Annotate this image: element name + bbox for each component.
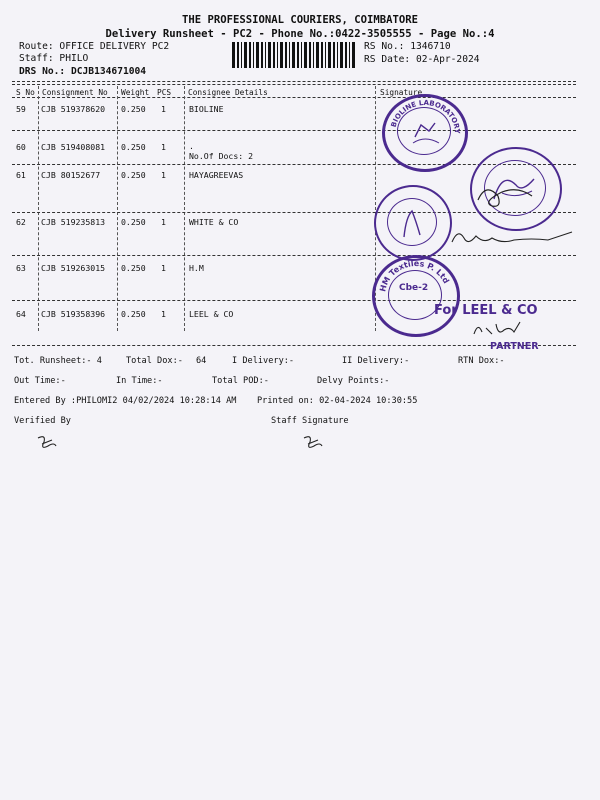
row-consignment: CJB 519263015 [41, 263, 106, 273]
out-time: Out Time:- [14, 376, 66, 386]
delvy-points: Delvy Points:- [317, 376, 390, 386]
row-pcs: 1 [161, 217, 166, 227]
row-weight: 0.250 [121, 263, 146, 273]
header-consignee: Consignee Details [188, 88, 268, 97]
i-delivery: I Delivery:- [232, 356, 295, 366]
barcode-image [232, 42, 358, 68]
barcode-bar [328, 42, 331, 68]
table-top-rule-2 [12, 84, 576, 85]
header-signature: Signature [380, 88, 423, 97]
column-divider [117, 86, 118, 331]
barcode-bar [304, 42, 307, 68]
row-sno: 61 [16, 170, 26, 180]
staff-signature [300, 432, 326, 452]
barcode-bar [297, 42, 299, 68]
bioline-stamp-text: BIOLINE LABORATORY [389, 98, 462, 134]
column-divider [184, 86, 185, 331]
row-sno: 64 [16, 309, 26, 319]
staff-signature-label: Staff Signature [271, 416, 349, 426]
barcode-bar [313, 42, 314, 68]
leel-signature [470, 318, 530, 340]
row-pcs: 1 [161, 170, 166, 180]
total-dox-label: Total Dox:- [126, 356, 183, 366]
barcode-bar [277, 42, 278, 68]
barcode-bar [280, 42, 283, 68]
barcode-bar [256, 42, 259, 68]
row-consignment: CJB 519408081 [41, 142, 106, 152]
row-consignee: . [189, 141, 194, 151]
total-pod: Total POD:- [212, 376, 269, 386]
barcode-bar [244, 42, 247, 68]
row-consignment: CJB 519378620 [41, 104, 106, 114]
row-consignee: LEEL & CO [189, 309, 234, 319]
barcode-bar [285, 42, 287, 68]
barcode-bar [265, 42, 266, 68]
barcode-bar [253, 42, 254, 68]
barcode-bar [316, 42, 319, 68]
barcode-bar [232, 42, 235, 68]
row-consignment: CJB 519358396 [41, 309, 106, 319]
svg-text:BIOLINE LABORATORY [390, 99, 461, 135]
barcode-bar [340, 42, 343, 68]
row-weight: 0.250 [121, 170, 146, 180]
rs-number: RS No.: 1346710 [364, 41, 451, 52]
row-weight: 0.250 [121, 217, 146, 227]
row-consignee: WHITE & CO [189, 217, 239, 227]
total-runsheet: Tot. Runsheet:- 4 [14, 356, 102, 366]
row-sno: 59 [16, 104, 26, 114]
white-co-stamp [374, 185, 452, 261]
barcode-bar [337, 42, 338, 68]
barcode-bar [309, 42, 311, 68]
row-weight: 0.250 [121, 104, 146, 114]
rs-date: RS Date: 02-Apr-2024 [364, 54, 480, 65]
ii-delivery: II Delivery:- [342, 356, 410, 366]
barcode-bar [292, 42, 295, 68]
row-sno: 63 [16, 263, 26, 273]
verifier-signature [34, 432, 60, 452]
hm-textiles-stamp [372, 255, 460, 337]
barcode-bar [325, 42, 326, 68]
verified-by-label: Verified By [14, 416, 71, 426]
barcode-bar [249, 42, 251, 68]
white-co-signature [448, 222, 578, 250]
rtn-dox: RTN Dox:- [458, 356, 505, 366]
barcode-bar [273, 42, 275, 68]
barcode-bar [333, 42, 335, 68]
total-dox-value: 64 [196, 356, 207, 366]
row-divider [12, 255, 576, 256]
row-pcs: 1 [161, 104, 166, 114]
row-pcs: 1 [161, 142, 166, 152]
row-divider [12, 300, 576, 301]
hm-stamp-text: HM Textiles P. Ltd [378, 258, 451, 293]
row-sno: 60 [16, 142, 26, 152]
barcode-bar [321, 42, 323, 68]
barcode-bar [349, 42, 350, 68]
row-pcs: 1 [161, 263, 166, 273]
barcode-bar [268, 42, 271, 68]
row-weight: 0.250 [121, 309, 146, 319]
row-weight: 0.250 [121, 142, 146, 152]
row-consignee: H.M [189, 263, 204, 273]
leel-partner: PARTNER [490, 341, 539, 352]
staff-label: Staff: PHILO [19, 53, 89, 64]
in-time: In Time:- [116, 376, 163, 386]
hm-stamp-center: Cbe-2 [399, 283, 429, 293]
table-top-rule [12, 81, 576, 82]
barcode-bar [301, 42, 302, 68]
drs-number: DRS No.: DCJB134671004 [19, 66, 147, 77]
row-pcs: 1 [161, 309, 166, 319]
entered-by: Entered By :PHILOMI2 04/02/2024 10:28:14 AM [14, 396, 237, 406]
barcode-bar [352, 42, 355, 68]
printed-on: Printed on: 02-04-2024 10:30:55 [257, 396, 418, 406]
table-header-rule [12, 97, 576, 98]
runsheet-subtitle: Delivery Runsheet - PC2 - Phone No.:0422-3505555 - Page No.:4 [105, 28, 495, 40]
row-consignee: HAYAGREEVAS [189, 170, 244, 180]
row-note: No.Of Docs: 2 [189, 151, 254, 161]
header-consignment: Consignment No [42, 88, 108, 97]
column-divider [38, 86, 39, 331]
barcode-bar [289, 42, 290, 68]
row-sno: 62 [16, 217, 26, 227]
header-weight: Weight [121, 88, 150, 97]
row-consignment: CJB 80152677 [41, 170, 101, 180]
leel-stamp-text: For LEEL & CO [434, 303, 538, 318]
row-divider [12, 130, 576, 131]
barcode-bar [237, 42, 239, 68]
row-consignee: BIOLINE [189, 104, 224, 114]
bioline-stamp [382, 94, 468, 172]
barcode-bar [241, 42, 242, 68]
row-consignment: CJB 519235813 [41, 217, 106, 227]
header-pcs: PCS [157, 88, 172, 97]
barcode-bar [345, 42, 347, 68]
header-sno: S No [16, 88, 35, 97]
company-title: THE PROFESSIONAL COURIERS, COIMBATORE [182, 14, 418, 26]
barcode-bar [261, 42, 263, 68]
hayagreevas-signature [472, 178, 542, 218]
route-label: Route: OFFICE DELIVERY PC2 [19, 41, 170, 52]
